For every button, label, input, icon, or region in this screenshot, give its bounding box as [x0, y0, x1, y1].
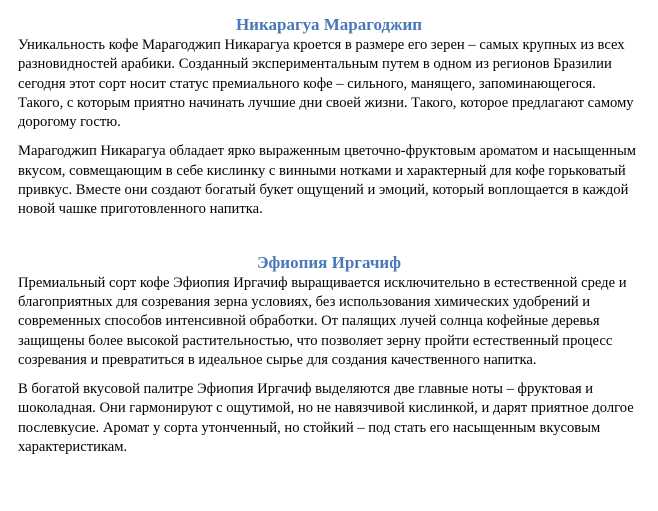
paragraph: Марагоджип Никарагуа обладает ярко выраженным цветочно-фруктовым ароматом и насыщенным вкусом, совмещающим в себе кислинку с винными нотками и характерный для кофе горьковатый привкус. Вместе они создают богатый букет ощущений и эмоций, который воплощается в каждой новой чашке приготовленного напитка.: [18, 143, 637, 218]
paragraph: Премиальный сорт кофе Эфиопия Иргачиф выращивается исключительно в естественной среде и благоприятных для созревания зерна условиях, без использования химических удобрений и современных способов интенсивной обработки. От палящих лучей солнца кофейные деревья защищены более высокой растительностью, что позволяет зерну пройти естественный процесс созревания и превратиться в идеальное сырье для создания качественного напитка.: [18, 274, 627, 368]
section-title: Эфиопия Иргачиф: [257, 252, 401, 272]
paragraph: Уникальность кофе Марагоджип Никарагуа кроется в размере его зерен – самых крупных из всех разновидностей арабики. Созданный экспериментальным путем в одном из регионов Бразилии сегодня этот сорт носит статус премиального кофе – сильного, манящего, запоминающегося. Такого, с которым приятно начинать лучшие дни своей жизни. Такого, которое предлагают самому дорогому гостю.: [18, 37, 634, 131]
section-ethiopia-yirgacheffe: [18, 252, 640, 458]
section-nicaragua-maragogype: [18, 14, 640, 220]
section-title: Никарагуа Марагоджип: [235, 15, 423, 34]
paragraph: В богатой вкусовой палитре Эфиопия Иргачиф выделяются две главные ноты – фруктовая и шоколадная. Они гармонируют с ощутимой, но не навязчивой кислинкой, и дарят приятное долгое послевкусие. Аромат у сорта утонченный, но стойкий – под стать его насыщенным вкусовым характеристикам.: [18, 381, 634, 456]
